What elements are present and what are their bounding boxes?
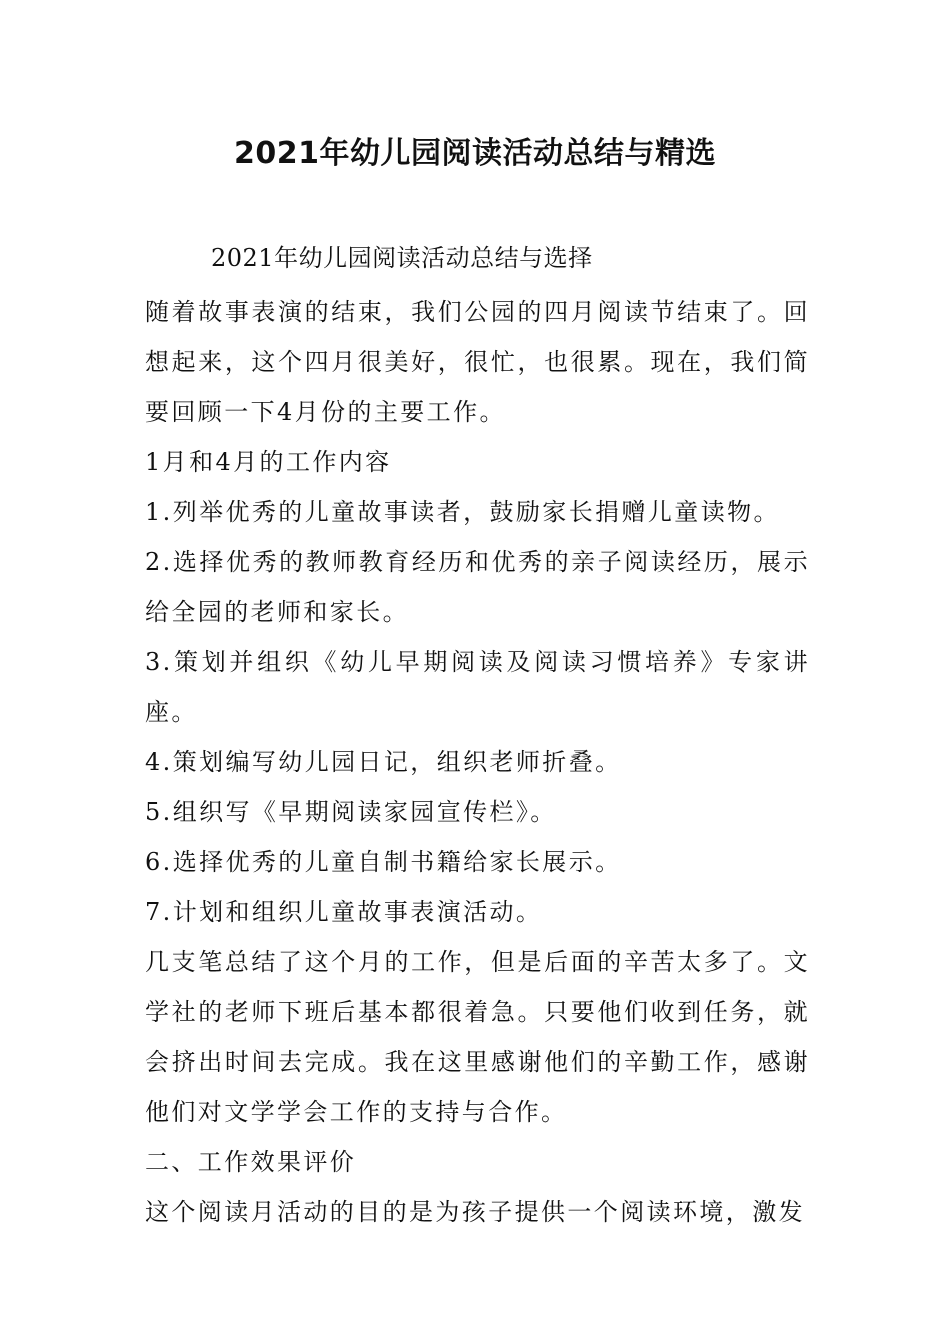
list-item-2: 2.选择优秀的教师教育经历和优秀的亲子阅读经历，展示给全园的老师和家长。	[145, 548, 810, 626]
list-item-1: 1.列举优秀的儿童故事读者，鼓励家长捐赠儿童读物。	[145, 498, 780, 526]
list-item-5: 5.组织写《早期阅读家园宣传栏》。	[145, 798, 557, 826]
paragraph-evaluation: 这个阅读月活动的目的是为孩子提供一个阅读环境，激发	[145, 1198, 805, 1226]
paragraph-intro: 随着故事表演的结束，我们公园的四月阅读节结束了。回想起来，这个四月很美好，很忙，也很累。现在，我们简要回顾一下4月份的主要工作。	[145, 298, 810, 426]
section-heading-work-content: 1月和4月的工作内容	[145, 448, 392, 476]
paragraph-summary: 几支笔总结了这个月的工作，但是后面的辛苦太多了。文学社的老师下班后基本都很着急。只要他们收到任务，就会挤出时间去完成。我在这里感谢他们的辛勤工作，感谢他们对文学学会工作的支持与合作。	[145, 948, 810, 1126]
list-item-4: 4.策划编写幼儿园日记，组织老师折叠。	[145, 748, 622, 776]
document-body	[145, 287, 810, 1237]
document-title: 2021年幼儿园阅读活动总结与精选	[234, 136, 716, 171]
list-item-7: 7.计划和组织儿童故事表演活动。	[145, 898, 543, 926]
list-item-3: 3.策划并组织《幼儿早期阅读及阅读习惯培养》专家讲座。	[145, 648, 810, 726]
document-subtitle: 2021年幼儿园阅读活动总结与选择	[211, 244, 593, 272]
section-heading-evaluation: 二、工作效果评价	[145, 1148, 357, 1176]
list-item-6: 6.选择优秀的儿童自制书籍给家长展示。	[145, 848, 622, 876]
